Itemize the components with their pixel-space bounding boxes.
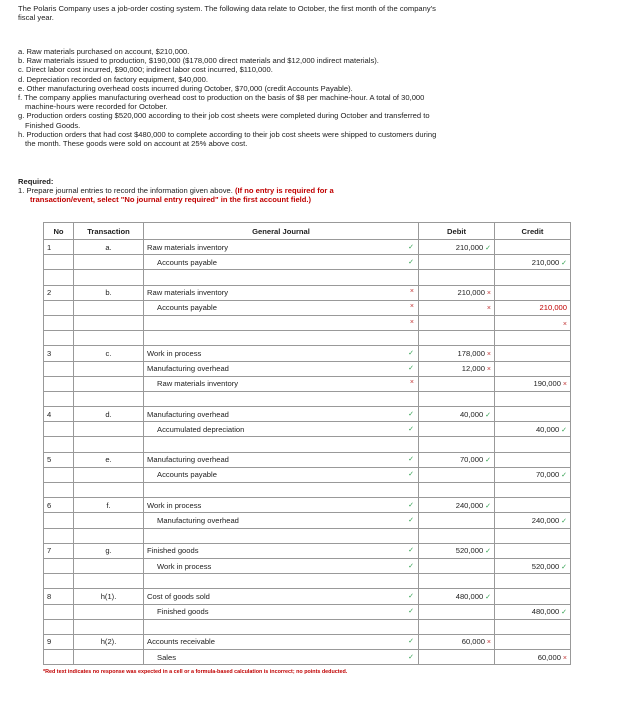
- table-row: [44, 331, 571, 346]
- transaction-cell[interactable]: [74, 315, 144, 330]
- check-icon: ✓: [483, 244, 491, 252]
- transaction-cell[interactable]: [74, 574, 144, 589]
- transaction-cell[interactable]: [74, 255, 144, 270]
- transaction-cell[interactable]: [74, 422, 144, 437]
- debit-amount: 12,000: [461, 364, 485, 374]
- table-row: [44, 376, 571, 391]
- check-icon: ✓: [408, 471, 414, 479]
- credit-cell[interactable]: [495, 483, 571, 498]
- account-cell[interactable]: [144, 315, 419, 330]
- table-row: [44, 604, 571, 619]
- journal-table: [43, 222, 571, 665]
- debit-cell[interactable]: [419, 300, 495, 315]
- table-row: [44, 391, 571, 406]
- check-icon: ✓: [408, 653, 414, 661]
- entry-number: [44, 270, 74, 285]
- debit-cell[interactable]: [419, 452, 495, 467]
- account-name: Raw materials inventory: [147, 242, 229, 252]
- table-row: [44, 346, 571, 361]
- account-cell[interactable]: [144, 285, 419, 300]
- account-cell[interactable]: [144, 422, 419, 437]
- check-icon: ✓: [408, 608, 414, 616]
- footnote: *Red text indicates no response was expected in a cell or a formula-based calculation is incorrect; no points deducted.: [43, 669, 348, 675]
- cross-icon: ×: [409, 288, 414, 296]
- required-note-cont: transaction/event, select "No journal entry required" in the first account field.): [30, 195, 312, 204]
- debit-cell[interactable]: [419, 483, 495, 498]
- entry-number: 7: [44, 543, 74, 558]
- table-row: [44, 300, 571, 315]
- entry-number: 9: [44, 634, 74, 649]
- list-item: c. Direct labor cost incurred, $90,000; indirect labor cost incurred, $110,000.: [18, 65, 273, 75]
- check-icon: ✓: [483, 457, 491, 465]
- debit-cell[interactable]: [419, 589, 495, 604]
- debit-cell[interactable]: [419, 467, 495, 482]
- debit-cell[interactable]: [419, 604, 495, 619]
- transaction-cell[interactable]: e.: [74, 452, 144, 467]
- table-row: [44, 452, 571, 467]
- credit-cell[interactable]: [495, 300, 571, 315]
- check-icon: ✓: [408, 562, 414, 570]
- account-cell[interactable]: [144, 452, 419, 467]
- account-name: Accumulated depreciation: [157, 424, 245, 434]
- cross-icon: ×: [484, 366, 491, 374]
- account-name: Manufacturing overhead: [147, 455, 229, 465]
- table-row: [44, 437, 571, 452]
- cross-icon: ×: [409, 303, 414, 311]
- table-row: [44, 407, 571, 422]
- credit-cell[interactable]: [495, 407, 571, 422]
- transaction-cell[interactable]: d.: [74, 407, 144, 422]
- debit-cell[interactable]: [419, 619, 495, 634]
- table-row: [44, 650, 571, 665]
- debit-amount: 240,000: [455, 500, 484, 510]
- debit-cell[interactable]: [419, 528, 495, 543]
- entry-number: [44, 331, 74, 346]
- cross-icon: ×: [486, 305, 491, 313]
- debit-cell[interactable]: [419, 407, 495, 422]
- credit-cell[interactable]: [495, 285, 571, 300]
- check-icon: ✓: [408, 258, 414, 266]
- credit-cell[interactable]: [495, 331, 571, 346]
- table-header-row: [44, 223, 571, 240]
- debit-amount: 178,000: [457, 348, 485, 358]
- check-icon: ✓: [408, 456, 414, 464]
- entry-number: [44, 300, 74, 315]
- debit-cell[interactable]: [419, 574, 495, 589]
- credit-cell[interactable]: [495, 604, 571, 619]
- entry-number: [44, 422, 74, 437]
- account-name: Accounts payable: [157, 470, 217, 480]
- debit-cell[interactable]: [419, 331, 495, 346]
- check-icon: ✓: [559, 259, 567, 267]
- table-row: [44, 589, 571, 604]
- entry-number: 2: [44, 285, 74, 300]
- check-icon: ✓: [483, 548, 491, 556]
- transaction-cell[interactable]: a.: [74, 240, 144, 255]
- table-row: [44, 270, 571, 285]
- account-cell[interactable]: [144, 528, 419, 543]
- list-item: e. Other manufacturing overhead costs incurred during October, $70,000 (credit Accounts Payable).: [18, 83, 353, 93]
- credit-cell[interactable]: [495, 528, 571, 543]
- credit-amount: 520,000: [531, 561, 560, 571]
- debit-cell[interactable]: [419, 346, 495, 361]
- transaction-cell[interactable]: [74, 513, 144, 528]
- credit-cell[interactable]: [495, 346, 571, 361]
- table-row: [44, 422, 571, 437]
- entry-number: 3: [44, 346, 74, 361]
- check-icon: ✓: [483, 411, 491, 419]
- credit-cell[interactable]: [495, 513, 571, 528]
- cross-icon: ×: [484, 290, 491, 298]
- account-cell[interactable]: [144, 619, 419, 634]
- credit-amount: 480,000: [531, 607, 560, 617]
- credit-cell[interactable]: [495, 619, 571, 634]
- check-icon: ✓: [559, 563, 567, 571]
- entry-number: [44, 650, 74, 665]
- credit-cell[interactable]: [495, 270, 571, 285]
- account-cell[interactable]: [144, 300, 419, 315]
- account-cell[interactable]: [144, 467, 419, 482]
- debit-amount: 520,000: [455, 546, 484, 556]
- check-icon: ✓: [483, 593, 491, 601]
- account-cell[interactable]: [144, 331, 419, 346]
- credit-amount: 190,000: [533, 379, 561, 389]
- list-item: h. Production orders that had cost $480,000 to complete according to their job cost sheets were shipped to customers during the month. These goods were sold on account at 25% above cost.: [18, 129, 437, 149]
- table-row: [44, 528, 571, 543]
- required-heading: Required:: [18, 177, 54, 186]
- header-journal: General Journal: [144, 223, 419, 240]
- cross-icon: ×: [409, 379, 414, 387]
- table-row: [44, 513, 571, 528]
- debit-cell[interactable]: [419, 437, 495, 452]
- entry-number: [44, 574, 74, 589]
- credit-cell[interactable]: [495, 574, 571, 589]
- check-icon: ✓: [559, 609, 567, 617]
- table-row: [44, 558, 571, 573]
- transaction-cell[interactable]: [74, 558, 144, 573]
- check-icon: ✓: [559, 426, 567, 434]
- table-row: [44, 315, 571, 330]
- account-cell[interactable]: [144, 270, 419, 285]
- account-name: Finished goods: [157, 607, 209, 617]
- entry-number: 4: [44, 407, 74, 422]
- check-icon: ✓: [408, 410, 414, 418]
- credit-cell[interactable]: [495, 498, 571, 513]
- debit-cell[interactable]: [419, 558, 495, 573]
- transaction-cell[interactable]: [74, 467, 144, 482]
- list-item: f. The company applies manufacturing overhead cost to production on the basis of $8 per machine-hour. A total of 30,000 machine-hours were recorded for October.: [18, 93, 425, 112]
- check-icon: ✓: [408, 425, 414, 433]
- account-cell[interactable]: [144, 346, 419, 361]
- cross-icon: ×: [562, 320, 567, 328]
- check-icon: ✓: [408, 638, 414, 646]
- list-item: a. Raw materials purchased on account, $210,000.: [18, 47, 190, 56]
- account-cell[interactable]: [144, 558, 419, 573]
- debit-cell[interactable]: [419, 361, 495, 376]
- account-cell[interactable]: [144, 574, 419, 589]
- account-cell[interactable]: [144, 361, 419, 376]
- required-text: 1. Prepare journal entries to record the information given above.: [18, 186, 233, 195]
- entry-number: 6: [44, 498, 74, 513]
- transaction-cell[interactable]: [74, 376, 144, 391]
- transaction-cell[interactable]: [74, 619, 144, 634]
- list-item: d. Depreciation recorded on factory equipment, $40,000.: [18, 74, 208, 84]
- header-credit: Credit: [495, 223, 571, 240]
- cross-icon: ×: [409, 318, 414, 326]
- debit-cell[interactable]: [419, 513, 495, 528]
- account-cell[interactable]: [144, 391, 419, 406]
- account-cell[interactable]: [144, 407, 419, 422]
- entry-number: [44, 315, 74, 330]
- header-debit: Debit: [419, 223, 495, 240]
- account-name: Manufacturing overhead: [147, 409, 229, 419]
- transaction-cell[interactable]: c.: [74, 346, 144, 361]
- account-cell[interactable]: [144, 604, 419, 619]
- debit-amount: 40,000: [459, 409, 484, 419]
- credit-cell[interactable]: [495, 589, 571, 604]
- account-name: Cost of goods sold: [147, 591, 210, 601]
- table-row: [44, 634, 571, 649]
- transaction-cell[interactable]: [74, 361, 144, 376]
- table-row: [44, 483, 571, 498]
- credit-amount: 40,000: [535, 424, 560, 434]
- debit-amount: 70,000: [459, 455, 484, 465]
- account-cell[interactable]: [144, 255, 419, 270]
- credit-cell[interactable]: [495, 467, 571, 482]
- table-row: [44, 619, 571, 634]
- account-cell[interactable]: [144, 634, 419, 649]
- transaction-cell[interactable]: [74, 300, 144, 315]
- account-cell[interactable]: [144, 543, 419, 558]
- check-icon: ✓: [408, 349, 414, 357]
- debit-cell[interactable]: [419, 285, 495, 300]
- account-cell[interactable]: [144, 376, 419, 391]
- account-name: Manufacturing overhead: [147, 364, 229, 374]
- credit-cell[interactable]: [495, 634, 571, 649]
- cross-icon: ×: [484, 639, 491, 647]
- entry-number: [44, 558, 74, 573]
- debit-cell[interactable]: [419, 498, 495, 513]
- credit-cell[interactable]: [495, 437, 571, 452]
- transaction-cell[interactable]: [74, 437, 144, 452]
- credit-cell[interactable]: [495, 422, 571, 437]
- check-icon: ✓: [408, 365, 414, 373]
- account-cell[interactable]: [144, 513, 419, 528]
- account-cell[interactable]: [144, 240, 419, 255]
- entry-number: [44, 528, 74, 543]
- account-cell[interactable]: [144, 437, 419, 452]
- account-name: Work in process: [147, 500, 202, 510]
- entry-number: [44, 361, 74, 376]
- debit-cell[interactable]: [419, 650, 495, 665]
- credit-cell[interactable]: [495, 650, 571, 665]
- table-row: [44, 255, 571, 270]
- entry-number: 5: [44, 452, 74, 467]
- debit-amount: 210,000: [455, 242, 484, 252]
- cross-icon: ×: [560, 381, 567, 389]
- debit-cell[interactable]: [419, 634, 495, 649]
- transaction-cell[interactable]: [74, 391, 144, 406]
- credit-cell[interactable]: [495, 543, 571, 558]
- credit-amount: 70,000: [535, 470, 560, 480]
- debit-amount: 60,000: [461, 637, 485, 647]
- header-transaction: Transaction: [74, 223, 144, 240]
- entry-number: [44, 255, 74, 270]
- debit-cell[interactable]: [419, 422, 495, 437]
- debit-amount: 480,000: [455, 591, 484, 601]
- account-cell[interactable]: [144, 483, 419, 498]
- table-row: [44, 498, 571, 513]
- credit-amount: 240,000: [531, 515, 560, 525]
- entry-number: [44, 483, 74, 498]
- credit-cell[interactable]: [495, 255, 571, 270]
- account-name: Accounts payable: [157, 303, 217, 313]
- table-row: [44, 543, 571, 558]
- debit-cell[interactable]: [419, 543, 495, 558]
- credit-amount: 60,000: [537, 652, 561, 662]
- entry-number: [44, 376, 74, 391]
- credit-cell[interactable]: [495, 391, 571, 406]
- required-note: (If no entry is required for a: [234, 186, 334, 195]
- entry-number: [44, 619, 74, 634]
- entry-number: [44, 604, 74, 619]
- entry-number: [44, 513, 74, 528]
- transaction-cell[interactable]: h(2).: [74, 634, 144, 649]
- transaction-cell[interactable]: [74, 604, 144, 619]
- account-name: Manufacturing overhead: [157, 515, 239, 525]
- check-icon: ✓: [483, 502, 491, 510]
- check-icon: ✓: [559, 517, 567, 525]
- check-icon: ✓: [408, 243, 414, 251]
- credit-cell[interactable]: [495, 376, 571, 391]
- transaction-cell[interactable]: [74, 483, 144, 498]
- credit-cell[interactable]: [495, 558, 571, 573]
- transaction-cell[interactable]: [74, 331, 144, 346]
- check-icon: ✓: [408, 501, 414, 509]
- debit-cell[interactable]: [419, 240, 495, 255]
- credit-cell[interactable]: [495, 315, 571, 330]
- debit-cell[interactable]: [419, 376, 495, 391]
- entry-number: [44, 437, 74, 452]
- table-row: [44, 574, 571, 589]
- debit-cell[interactable]: [419, 315, 495, 330]
- transaction-cell[interactable]: b.: [74, 285, 144, 300]
- debit-cell[interactable]: [419, 255, 495, 270]
- account-cell[interactable]: [144, 589, 419, 604]
- account-name: Work in process: [147, 348, 202, 358]
- table-row: [44, 285, 571, 300]
- transaction-cell[interactable]: [74, 650, 144, 665]
- account-cell[interactable]: [144, 650, 419, 665]
- entry-number: [44, 467, 74, 482]
- transaction-cell[interactable]: h(1).: [74, 589, 144, 604]
- debit-cell[interactable]: [419, 270, 495, 285]
- credit-amount: 210,000: [531, 257, 560, 267]
- transaction-cell[interactable]: [74, 270, 144, 285]
- credit-amount: 210,000: [539, 303, 567, 313]
- entry-number: 1: [44, 240, 74, 255]
- debit-cell[interactable]: [419, 391, 495, 406]
- data-list: [18, 47, 438, 148]
- table-row: [44, 240, 571, 255]
- cross-icon: ×: [484, 350, 491, 358]
- credit-cell[interactable]: [495, 361, 571, 376]
- check-icon: ✓: [559, 472, 567, 480]
- account-name: Sales: [157, 652, 176, 662]
- table-row: [44, 361, 571, 376]
- required-section: [18, 177, 334, 204]
- account-name: Raw materials inventory: [157, 379, 239, 389]
- account-name: Finished goods: [147, 546, 199, 556]
- credit-cell[interactable]: [495, 240, 571, 255]
- account-name: Work in process: [157, 561, 212, 571]
- entry-number: 8: [44, 589, 74, 604]
- account-name: Accounts payable: [157, 257, 217, 267]
- header-no: No: [44, 223, 74, 240]
- transaction-cell[interactable]: [74, 528, 144, 543]
- transaction-cell[interactable]: g.: [74, 543, 144, 558]
- list-item: b. Raw materials issued to production, $190,000 ($178,000 direct materials and $12,000 indirect materials).: [18, 56, 379, 66]
- check-icon: ✓: [408, 547, 414, 555]
- debit-amount: 210,000: [457, 288, 485, 298]
- transaction-cell[interactable]: f.: [74, 498, 144, 513]
- intro-paragraph: The Polaris Company uses a job-order costing system. The following data relate to October, the first month of the company's fiscal year.: [18, 4, 436, 23]
- check-icon: ✓: [408, 592, 414, 600]
- credit-cell[interactable]: [495, 452, 571, 467]
- account-name: Raw materials inventory: [147, 288, 229, 298]
- cross-icon: ×: [560, 654, 567, 662]
- list-item: g. Production orders costing $520,000 according to their job cost sheets were completed during October and transferred to Finished Goods.: [18, 111, 430, 130]
- table-row: [44, 467, 571, 482]
- check-icon: ✓: [408, 516, 414, 524]
- account-name: Accounts receivable: [147, 637, 215, 647]
- account-cell[interactable]: [144, 498, 419, 513]
- entry-number: [44, 391, 74, 406]
